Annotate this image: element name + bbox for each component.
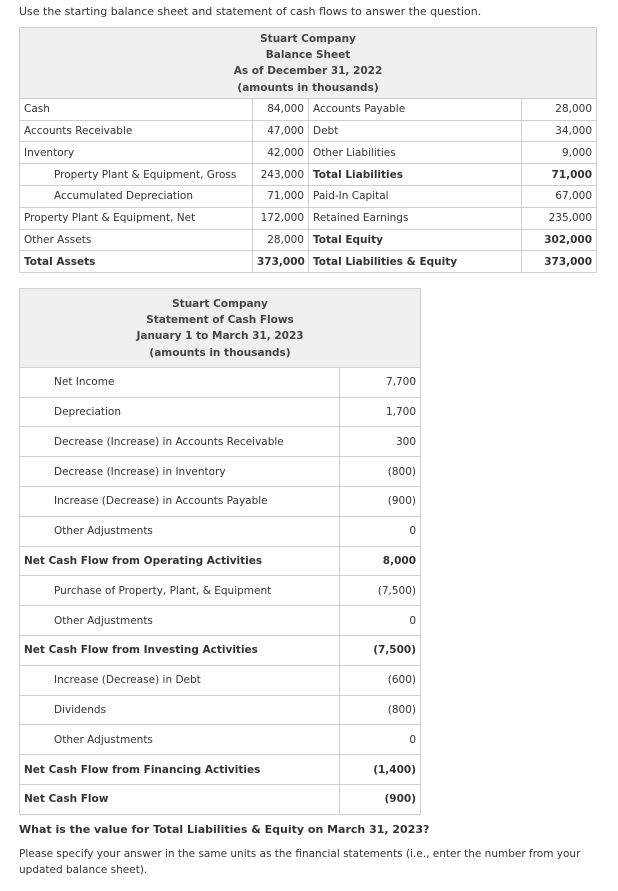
cf-label: Depreciation <box>20 397 340 427</box>
table-row <box>20 457 421 487</box>
liability-label: Total Liabilities <box>309 164 522 186</box>
asset-label: Inventory <box>20 142 253 164</box>
liability-value: 373,000 <box>522 251 597 273</box>
table-row <box>20 427 421 457</box>
asset-value: 42,000 <box>253 142 309 164</box>
table-row <box>20 487 421 517</box>
cf-label: Decrease (Increase) in Accounts Receivable <box>20 427 340 457</box>
cf-label: Purchase of Property, Plant, & Equipment <box>20 576 340 606</box>
liability-label: Debt <box>309 120 522 142</box>
instruction-note: Please specify your answer in the same units as the financial statements (i.e., enter the number from your updated balance sheet). <box>19 848 581 876</box>
table-row <box>20 397 421 427</box>
cf-value: 0 <box>340 516 421 546</box>
cf-label: Increase (Decrease) in Accounts Payable <box>20 487 340 517</box>
bs-company-name: Stuart Company <box>260 33 356 45</box>
table-row <box>20 164 597 186</box>
balance-sheet-header-row <box>20 28 597 99</box>
bs-statement-name: Balance Sheet <box>265 49 351 62</box>
cash-flow-table <box>19 288 421 815</box>
liability-value: 28,000 <box>522 98 597 120</box>
cf-label: Increase (Decrease) in Debt <box>20 665 340 695</box>
cf-subtotal-label: Net Cash Flow from Investing Activities <box>20 635 340 665</box>
question-text: What is the value for Total Liabilities & Equity on March 31, 2023? <box>19 823 430 836</box>
cf-subtotal-value: (7,500) <box>340 635 421 665</box>
cf-label: Other Adjustments <box>20 606 340 636</box>
cash-flow-title <box>20 289 421 368</box>
asset-label: Accumulated Depreciation <box>20 186 253 208</box>
bs-units: (amounts in thousands) <box>237 81 379 94</box>
liability-label: Paid-In Capital <box>309 186 522 208</box>
cf-value: (600) <box>340 665 421 695</box>
balance-sheet-table <box>19 27 597 273</box>
cf-label: Net Income <box>20 367 340 397</box>
cf-company-name: Stuart Company <box>172 298 268 310</box>
table-row <box>20 725 421 755</box>
cf-subtotal-value: 8,000 <box>340 546 421 576</box>
asset-label: Property Plant & Equipment, Gross <box>20 164 253 186</box>
asset-label: Cash <box>20 98 253 120</box>
table-row <box>20 606 421 636</box>
cf-value: 1,700 <box>340 397 421 427</box>
table-row <box>20 120 597 142</box>
bs-date: As of December 31, 2022 <box>233 65 383 78</box>
liability-value: 71,000 <box>522 164 597 186</box>
cf-label: Other Adjustments <box>20 516 340 546</box>
liability-label: Other Liabilities <box>309 142 522 164</box>
cf-subtotal-label: Net Cash Flow from Financing Activities <box>20 755 340 785</box>
table-row <box>20 229 597 251</box>
table-row <box>20 695 421 725</box>
liability-value: 67,000 <box>522 186 597 208</box>
liability-label: Accounts Payable <box>309 98 522 120</box>
cash-flow-header-row <box>20 289 421 368</box>
liability-label: Total Equity <box>309 229 522 251</box>
cf-label: Other Adjustments <box>20 725 340 755</box>
liability-value: 235,000 <box>522 207 597 229</box>
cf-subtotal-value: (1,400) <box>340 755 421 785</box>
cf-value: (900) <box>340 487 421 517</box>
asset-value: 373,000 <box>253 251 309 273</box>
liability-label: Retained Earnings <box>309 207 522 229</box>
cf-period: January 1 to March 31, 2023 <box>136 330 304 343</box>
asset-value: 84,000 <box>253 98 309 120</box>
table-row <box>20 516 421 546</box>
liability-value: 302,000 <box>522 229 597 251</box>
table-row <box>20 784 421 814</box>
cf-value: 0 <box>340 606 421 636</box>
cf-value: 7,700 <box>340 367 421 397</box>
cf-value: (800) <box>340 457 421 487</box>
cf-units: (amounts in thousands) <box>149 346 291 359</box>
table-row <box>20 367 421 397</box>
table-row <box>20 207 597 229</box>
cf-label: Dividends <box>20 695 340 725</box>
asset-label: Other Assets <box>20 229 253 251</box>
table-row <box>20 665 421 695</box>
asset-value: 28,000 <box>253 229 309 251</box>
cf-value: 300 <box>340 427 421 457</box>
liability-value: 34,000 <box>522 120 597 142</box>
cf-total-label: Net Cash Flow <box>20 784 340 814</box>
cf-value: (800) <box>340 695 421 725</box>
cf-statement-name: Statement of Cash Flows <box>146 314 294 327</box>
table-row <box>20 546 421 576</box>
asset-label: Total Assets <box>20 251 253 273</box>
cf-subtotal-label: Net Cash Flow from Operating Activities <box>20 546 340 576</box>
balance-sheet-title <box>20 28 597 99</box>
asset-label: Property Plant & Equipment, Net <box>20 207 253 229</box>
asset-value: 71,000 <box>253 186 309 208</box>
liability-label: Total Liabilities & Equity <box>309 251 522 273</box>
intro-text: Use the starting balance sheet and statement of cash flows to answer the question. <box>19 5 482 18</box>
asset-value: 172,000 <box>253 207 309 229</box>
cf-label: Decrease (Increase) in Inventory <box>20 457 340 487</box>
asset-label: Accounts Receivable <box>20 120 253 142</box>
table-row <box>20 98 597 120</box>
table-row <box>20 576 421 606</box>
cf-total-value: (900) <box>340 784 421 814</box>
table-row <box>20 186 597 208</box>
liability-value: 9,000 <box>522 142 597 164</box>
cf-value: (7,500) <box>340 576 421 606</box>
table-row <box>20 755 421 785</box>
table-row <box>20 142 597 164</box>
table-row <box>20 635 421 665</box>
cf-value: 0 <box>340 725 421 755</box>
table-row <box>20 251 597 273</box>
asset-value: 243,000 <box>253 164 309 186</box>
asset-value: 47,000 <box>253 120 309 142</box>
